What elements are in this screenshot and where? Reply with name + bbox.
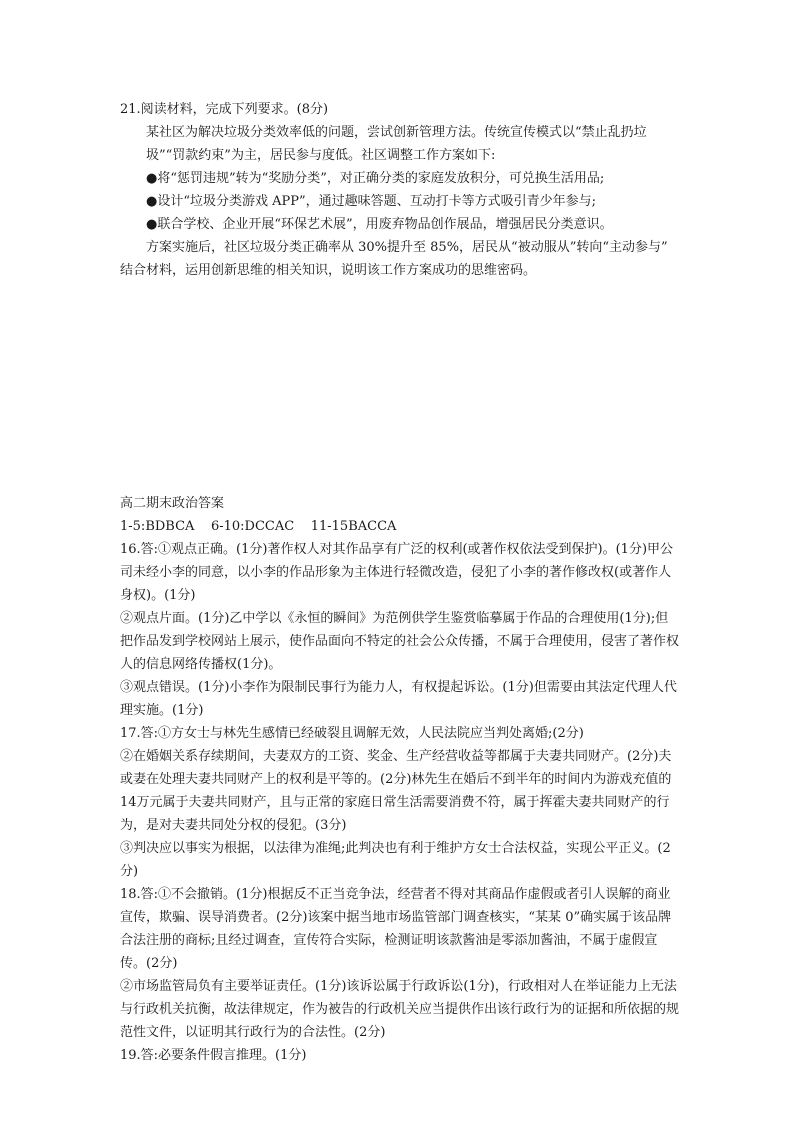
answer-19: 19.答:必要条件假言推理。(1分) <box>120 1048 307 1063</box>
answer-16-part: ③观点错误。(1分)小李作为限制民事行为能力人，有权提起诉讼。(1分)但需要由其法定代理人代理实施。(1分) <box>120 680 677 718</box>
question-21-bullet: ●设计“垃圾分类游戏 APP”，通过趣味答题、互动打卡等方式吸引青少年参与; <box>146 194 597 209</box>
answer-16-part: 16.答:①观点正确。(1分)著作权人对其作品享有广泛的权利(或著作权依法受到保护)。(1分)甲公司未经小李的同意，以小李的作品形象为主体进行轻微改造，侵犯了小李的著作修改权(或著作人身权)。(1分) <box>120 542 674 603</box>
question-21 <box>120 98 680 282</box>
question-21-intro: 某社区为解决垃圾分类效率低的问题，尝试创新管理方法。传统宣传模式以“禁止乱扔垃圾”“罚款约束”为主，居民参与度低。社区调整工作方案如下: <box>146 125 647 163</box>
answer-18-part: ②市场监管局负有主要举证责任。(1分)该诉讼属于行政诉讼(1分)，行政相对人在举证能力上无法与行政机关抗衡，故法律规定，作为被告的行政机关应当提供作出该行政行为的证据和所依据的规范性文件，以证明其行政行为的合法性。(2分) <box>120 979 680 1040</box>
question-21-bullet: ●联合学校、企业开展“环保艺术展”，用废弃物品创作展品，增强居民分类意识。 <box>146 217 613 232</box>
answer-16-part: ②观点片面。(1分)乙中学以《永恒的瞬间》为范例供学生鉴赏临摹属于作品的合理使用(1分);但把作品发到学校网站上展示，使作品面向不特定的社会公众传播，不属于合理使用，侵害了著作权人的信息网络传播权(1分)。 <box>120 611 680 672</box>
answer-17-part: 17.答:①方女士与林先生感情已经破裂且调解无效，人民法院应当判处离婚;(2分) <box>120 726 584 741</box>
choice-answers: 1-5:BDBCA 6-10:DCCAC 11-15BACCA <box>120 519 397 534</box>
answer-key-heading: 高二期末政治答案 <box>120 496 225 511</box>
answer-17-part: ②在婚姻关系存续期间，夫妻双方的工资、奖金、生产经营收益等都属于夫妻共同财产。(2分)夫或妻在处理夫妻共同财产上的权利是平等的。(2分)林先生在婚后不到半年的时间内为游戏充值的 14万元属于夫妻共同财产，且与正常的家庭日常生活需要消费不符，属于挥霍夫妻共同财产的行为，是对夫妻共同处分权的侵犯。(3分) <box>120 749 672 833</box>
answer-17-part: ③判决应以事实为根据，以法律为准绳;此判决也有利于维护方女士合法权益，实现公平正义。(2分) <box>120 841 671 879</box>
answer-18-part: 18.答:①不会撤销。(1分)根据反不正当竞争法，经营者不得对其商品作虚假或者引人误解的商业宣传，欺骗、误导消费者。(2分)该案中据当地市场监管部门调查核实，“某某 0”确实属于该品牌合法注册的商标;且经过调查，宣传符合实际，检测证明该款酱油是零添加酱油，不属于虚假宣传。(2分) <box>120 887 672 971</box>
question-21-result: 方案实施后，社区垃圾分类正确率从 30%提升至 85%，居民从“被动服从”转向“主动参与” <box>146 240 668 255</box>
question-21-task: 结合材料，运用创新思维的相关知识，说明该工作方案成功的思维密码。 <box>120 263 537 278</box>
answer-key <box>120 492 680 1067</box>
question-21-bullet: ●将“惩罚违规”转为“奖励分类”，对正确分类的家庭发放积分，可兑换生活用品; <box>146 171 605 186</box>
question-21-title: 21.阅读材料，完成下列要求。(8分) <box>120 102 329 117</box>
